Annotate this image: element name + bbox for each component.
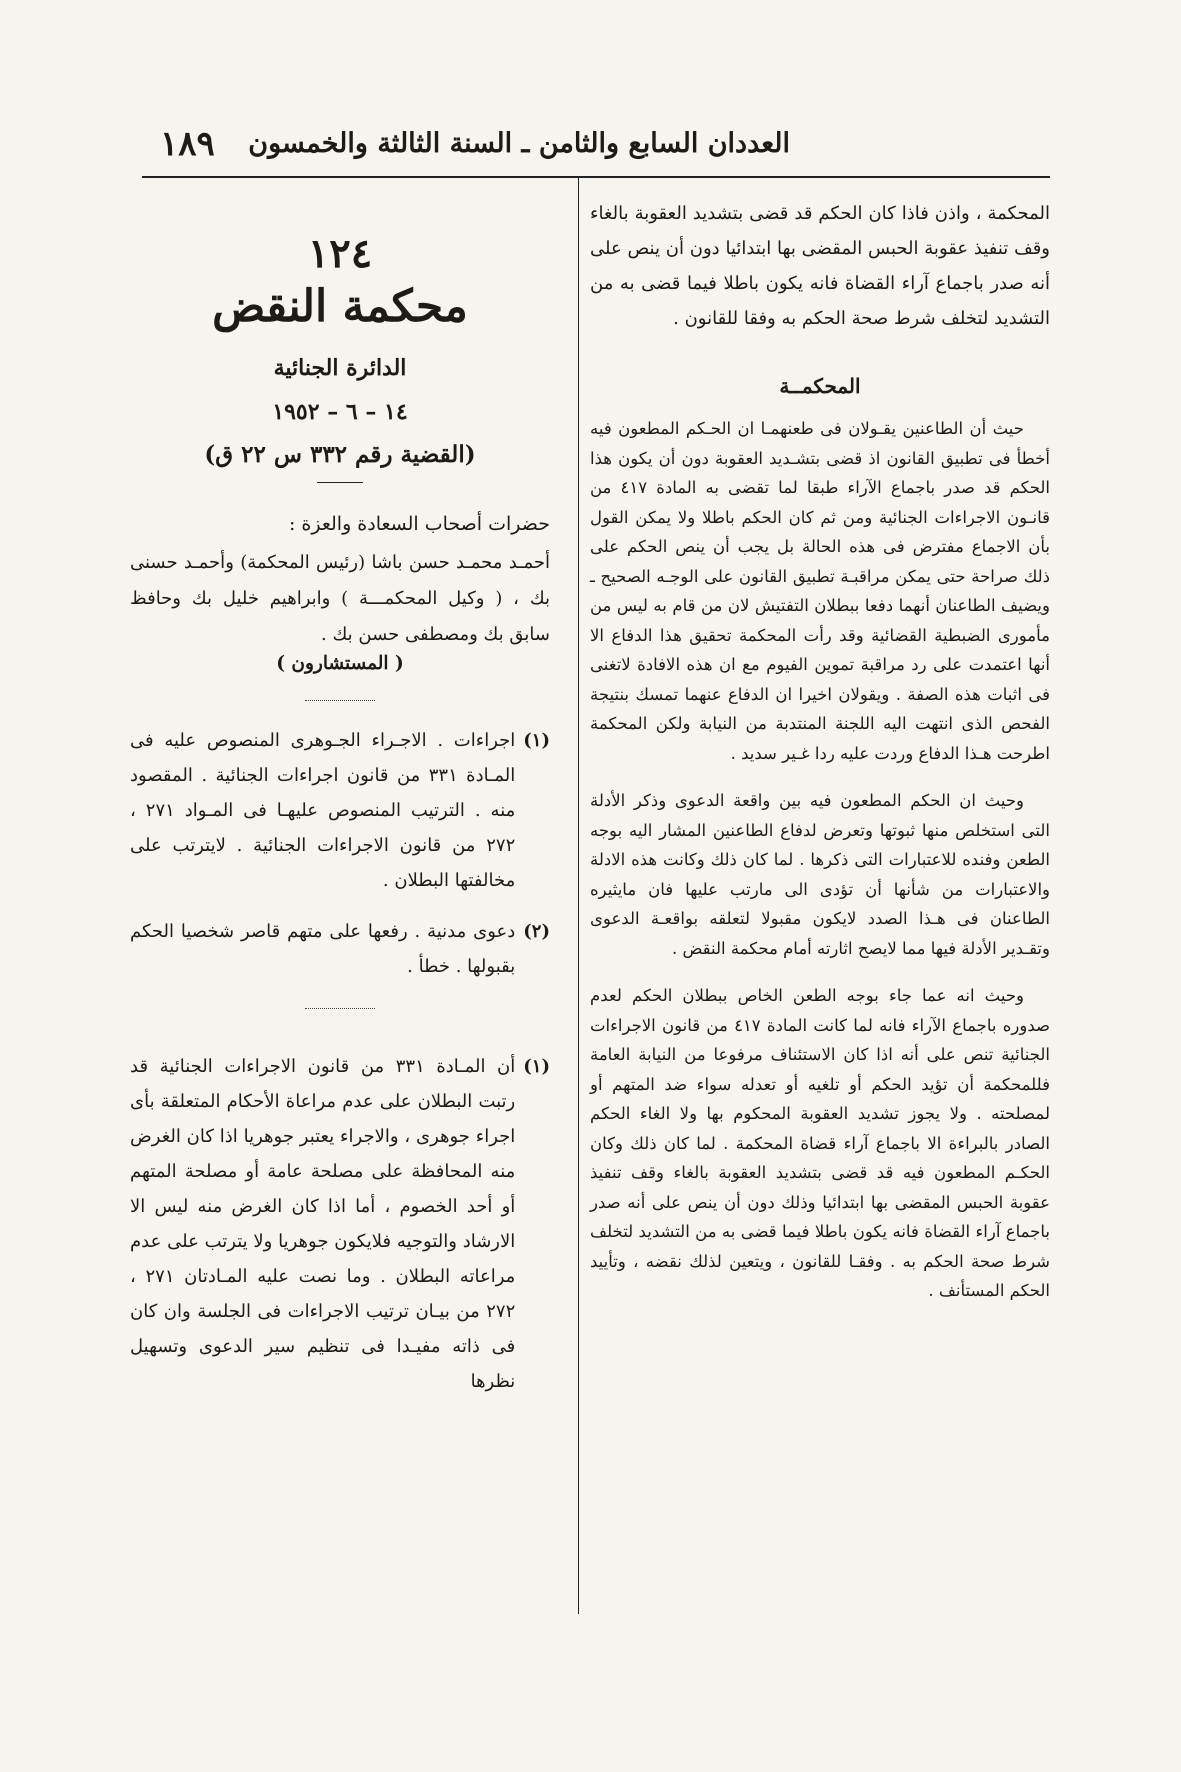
circuit-name: الدائرة الجنائية — [273, 355, 407, 381]
judges-list: أحمـد محمـد حسن باشا (رئيس المحكمة) وأحمـد حسنى بك ، ( وكيل المحكمـــة ) وابراهيم خليل بك وحافظ سابق بك ومصطفى حسن بك . — [130, 552, 550, 645]
headnote — [130, 914, 550, 984]
page-number: ١٨٩ — [160, 124, 215, 164]
headnote-number: (٢) — [523, 921, 550, 942]
header-rule — [142, 176, 1050, 178]
section-title: المحكمــة — [779, 374, 861, 398]
case-reference: (القضية رقم ٣٣٢ س ٢٢ ق) — [204, 441, 476, 468]
right-column — [590, 196, 1050, 1306]
court-name: محكمة النقض — [212, 281, 468, 332]
body-paragraph: حيث أن الطاعنين يقـولان فى طعنهمـا ان الحـكم المطعون فيه أخطأ فى تطبيق القانون اذ قضى بتشـديد العقوبة دون أن يكون هذا الحكم قد صدر باجماع الآراء طبقا لما تقضى به المادة ٤١٧ من قانـون الاجراءات الجنائية ومن ثم كان الحكم باطلا ولا يمكن القول بأن الاجماع مفترض فى هذه الحالة بل يجب أن ينص الحكم على ذلك صراحة حتى يمكن مراقبـة تطبيق القانون على الوجـه الصحيح ـ ويضيف الطاعنان أنهما دفعا ببطلان التفتيش لان من قام به ليس من مأمورى الضبطية القضائية وقد رأت المحكمة تحقيق هذا الدفاع الا أنها اعتمدت على رد مراقبة تموين الفيوم مع ان هذه الافادة لاتغنى فى اثبات هذه الصفة . ويقولان اخيرا ان الدفاع عنهما تمسك بنتيجة الفحص الذى انتهت اليه اللجنة المنتدبة من النيابة ولكن المحكمة اطرحت هـذا الدفاع وردت عليه ردا غـير سديد . — [590, 419, 1050, 763]
principle-number: (١) — [523, 1056, 550, 1077]
headnote-text: اجراءات . الاجـراء الجـوهرى المنصوص عليه فى المـادة ٣٣١ من قانون اجراءات الجنائية . المقصود منه . الترتيب المنصوص عليهـا فى المـواد ٢٧١ ، ٢٧٢ من قانون الاجراءات الجنائية . لايترتب على مخالفتها البطلان . — [130, 730, 516, 891]
case-number: ١٢٤ — [307, 230, 373, 277]
principle — [130, 1049, 550, 1399]
headnote — [130, 723, 550, 898]
decision-date: ١٤ – ٦ – ١٩٥٢ — [272, 399, 408, 425]
headnote-text: دعوى مدنية . رفعها على متهم قاصر شخصيا الحكم بقبولها . خطأ . — [130, 921, 516, 977]
intro-paragraph: المحكمة ، واذن فاذا كان الحكم قد قضى بتشديد العقوبة بالغاء وقف تنفيذ عقوبة الحبس المقضى بها ابتدائيا دون أن ينص على أنه صدر باجماع آراء القضاة فانه يكون باطلا فيما قضى به من التشديد لتخلف شرط صحة الحكم به وفقا للقانون . — [590, 203, 1050, 329]
counsel-label: ( المستشارون ) — [276, 653, 404, 674]
column-divider — [578, 178, 579, 1614]
running-header-title: العددان السابع والثامن ـ السنة الثالثة والخمسون — [248, 128, 790, 159]
judges-heading: حضرات أصحاب السعادة والعزة : — [288, 513, 550, 535]
left-column — [130, 230, 550, 1399]
headnote-number: (١) — [523, 730, 550, 751]
principle-text: أن المـادة ٣٣١ من قانون الاجراءات الجنائية قد رتبت البطلان على عدم مراعاة الأحكام المتعلقة بأى اجراء جوهرى ، والاجراء يعتبر جوهريا اذا كان الغرض منه المحافظة على مصلحة عامة أو مصلحة المتهم أو أحد الخصوم ، أما اذا كان الغرض منه ليس الا الارشاد والتوجيه فلايكون جوهريا ولا يترتب على عدم مراعاته البطلان . وما نصت عليه المـادتان ٢٧١ ، ٢٧٢ من بيـان ترتيب الاجراءات فى الجلسة وان كان فى ذاته مفيـدا فى تنظيم سير الدعوى وتسهيل نظرها — [130, 1056, 516, 1392]
body-paragraph: وحيث ان الحكم المطعون فيه بين واقعة الدعوى وذكر الأدلة التى استخلص منها ثبوتها وتعرض لدفاع الطاعنين المشار اليه بوجه الطعن وفنده للاعتبارات التى ذكرها . لما كان ذلك وكانت هذه الادلة والاعتبارات من شأنها أن تؤدى الى مارتب عليها فان مايثيره الطاعنان فى هـذا الصدد لايكون مقبولا لتعلقه بواقعـة الدعوى وتقـدير الأدلة فيها مما لايصح اثارته أمام محكمة النقض . — [590, 791, 1050, 958]
body-paragraph: وحيث انه عما جاء بوجه الطعن الخاص ببطلان الحكم لعدم صدوره باجماع الآراء فانه لما كانت المادة ٤١٧ من قانون الاجراءات الجنائية تنص على أنه اذا كان الاستئناف مرفوعا من النيابة العامة فللمحكمة أن تؤيد الحكم أو تلغيه أو تعدله سواء ضد المتهم أو لمصلحته . ولا يجوز تشديد العقوبة المحكوم بها ولا الغاء الحكم الصادر بالبراءة الا باجماع آراء قضاة المحكمة . لما كان ذلك وكان الحكـم المطعون فيه قد قضى بتشديد العقوبة بالغاء وقف تنفيذ عقوبة الحبس المقضى بها ابتدائيا وذلك دون أن ينص على أنه صدر باجماع آراء القضاة فانه يكون باطلا فيما قضى به من التشديد لتخلف شرط صحة الحكم به . وفقـا للقانون ، ويتعين لذلك نقضه ، وتأييد الحكم المستأنف . — [590, 986, 1050, 1300]
